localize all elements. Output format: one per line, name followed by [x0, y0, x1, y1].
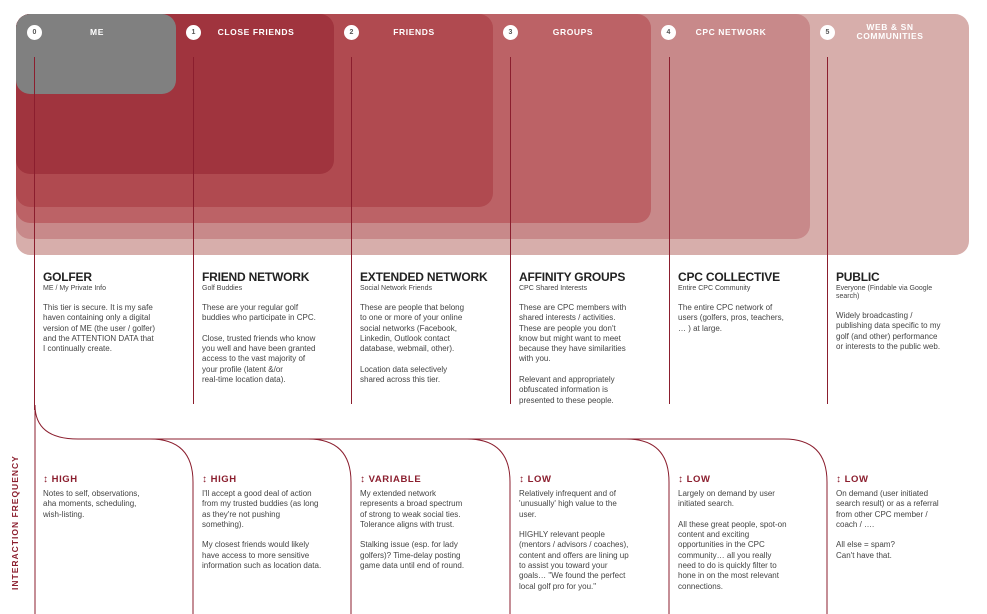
column-subtitle: CPC Shared Interests: [519, 285, 588, 292]
column-title: AFFINITY GROUPS: [519, 270, 626, 284]
frequency-extended-network: [360, 474, 510, 571]
column-public: [836, 271, 986, 352]
frequency-body: Largely on demand by user initiated search. All these great people, spot-on content and exciting opportunities in the CPC community… all you really need to do is quickly filter to hone in on the most relevant connections.: [678, 489, 787, 591]
column-subtitle: ME / My Private Info: [43, 285, 107, 292]
up-down-arrow-icon: ↕: [43, 474, 49, 485]
tier-number-badge: 4: [661, 25, 676, 40]
column-body: Widely broadcasting / publishing data specific to my golf (and other) performance or interests to the public web.: [836, 311, 941, 351]
tier-number-badge: 0: [27, 25, 42, 40]
tier-number-badge: 3: [503, 25, 518, 40]
frequency-level: HIGH: [210, 474, 237, 485]
frequency-public: [836, 474, 986, 561]
column-extended-network: [360, 271, 510, 385]
tier-label: CPC NETWORK: [695, 26, 767, 37]
column-title: FRIEND NETWORK: [202, 270, 310, 284]
column-subtitle: Social Network Friends: [360, 285, 432, 292]
column-affinity-groups: [519, 271, 669, 406]
frequency-body: On demand (user initiated search result) or as a referral from other CPC member / coach / …. All else = spam? Can't have that.: [836, 489, 939, 560]
frequency-body: I'll accept a good deal of action from my trusted buddies (as long as they're not pushing something). My closest friends would likely have access to more sensitive information such as location data.: [202, 489, 322, 571]
frequency-body: Relatively infrequent and of 'unusually' high value to the user. HIGHLY relevant people (mentors / advisors / coaches), content and offers are lining up to assist you toward your goals… "We found the perfect local golf pro for you.": [519, 489, 629, 591]
tier-number-badge: 1: [186, 25, 201, 40]
column-subtitle: Golf Buddies: [202, 285, 243, 292]
frequency-level: LOW: [686, 474, 711, 485]
tier-label: GROUPS: [552, 26, 594, 37]
column-cpc-collective: [678, 271, 828, 334]
column-body: These are people that belong to one or more of your online social networks (Facebook, Linkedin, Outlook contact database, webmail, other). Location data selectively shared across this tier.: [360, 303, 465, 385]
frequency-body: My extended network represents a broad spectrum of strong to weak social ties. Tolerance aligns with trust. Stalking issue (esp. for lady golfers)? Time-delay posting game data until end of round.: [360, 489, 465, 571]
interaction-frequency-label: INTERACTION FREQUENCY: [10, 455, 20, 590]
tier-number-badge: 2: [344, 25, 359, 40]
up-down-arrow-icon: ↕: [202, 474, 208, 485]
frequency-level: LOW: [527, 474, 552, 485]
column-subtitle: Entire CPC Community: [678, 285, 751, 292]
column-body: These are your regular golf buddies who participate in CPC. Close, trusted friends who know you well and have been granted access to the vast majority of your profile (latent &/or real-time location data).: [202, 303, 316, 385]
frequency-golfer: [43, 474, 193, 520]
column-title: EXTENDED NETWORK: [360, 270, 488, 284]
frequency-level: LOW: [844, 474, 869, 485]
frequency-affinity-groups: [519, 474, 669, 592]
column-friend-network: [202, 271, 352, 385]
column-body: This tier is secure. It is my safe haven containing only a digital version of ME (the user / golfer) and the ATTENTION DATA that I continually create.: [43, 303, 156, 354]
column-body: The entire CPC network of users (golfers, pros, teachers, … ) at large.: [678, 303, 784, 333]
up-down-arrow-icon: ↕: [360, 474, 366, 485]
column-title: GOLFER: [43, 270, 92, 284]
tier-number-badge: 5: [820, 25, 835, 40]
frequency-cpc-collective: [678, 474, 828, 592]
tier-label: FRIENDS: [393, 26, 435, 37]
column-golfer: [43, 271, 193, 354]
frequency-body: Notes to self, observations, aha moments, scheduling, wish-listing.: [43, 489, 140, 519]
frequency-level: HIGH: [51, 474, 78, 485]
column-body: These are CPC members with shared interests / activities. These are people you don't know but might want to meet because they have similarities with you. Relevant and appropriately obfuscated information is presented to these people.: [519, 303, 627, 405]
column-title: PUBLIC: [836, 270, 880, 284]
tier-label: ME: [90, 26, 104, 37]
column-subtitle: Everyone (Findable via Google search): [836, 285, 933, 300]
tier-label: CLOSE FRIENDS: [217, 26, 295, 37]
column-title: CPC COLLECTIVE: [678, 270, 780, 284]
frequency-level: VARIABLE: [368, 474, 422, 485]
frequency-friend-network: [202, 474, 352, 571]
up-down-arrow-icon: ↕: [836, 474, 842, 485]
up-down-arrow-icon: ↕: [678, 474, 684, 485]
tier-label: WEB & SN COMMUNITIES: [856, 22, 924, 41]
up-down-arrow-icon: ↕: [519, 474, 525, 485]
